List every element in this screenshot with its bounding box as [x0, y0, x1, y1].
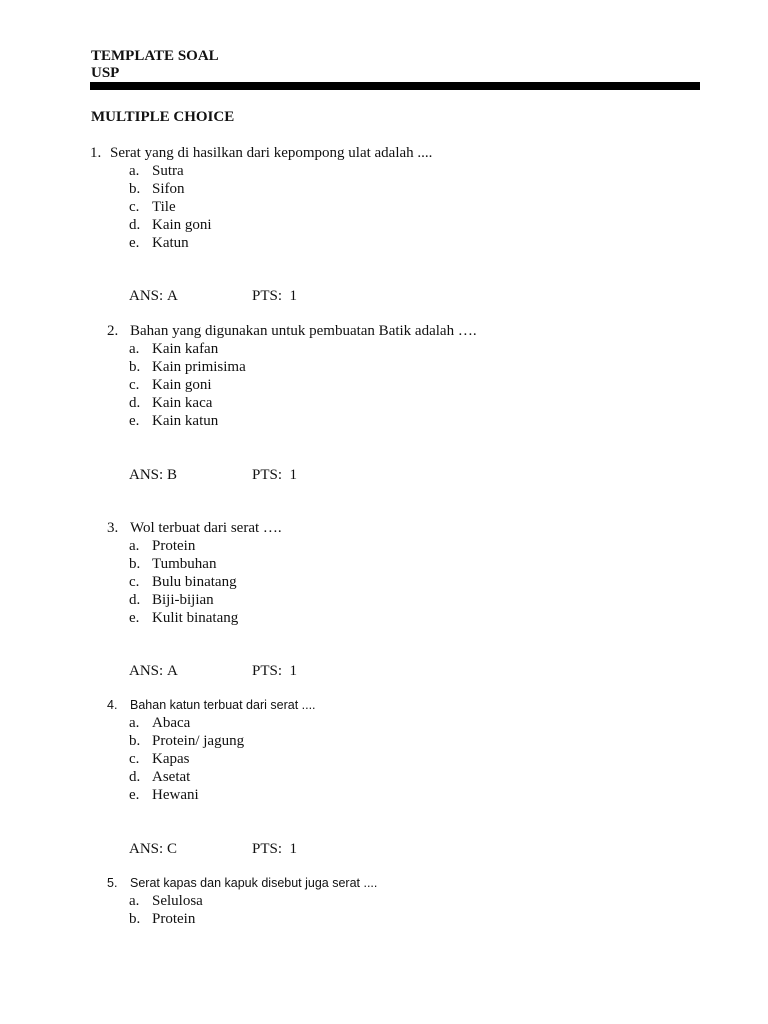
question-2-answer: [129, 466, 298, 484]
option-text: Kain primisima: [152, 359, 246, 375]
option-text: Sutra: [152, 163, 184, 179]
question-3: [107, 519, 282, 537]
question-number: 1.: [90, 145, 102, 161]
ans-label: ANS:: [129, 841, 164, 857]
header-divider: [90, 82, 700, 90]
question-4-options: [129, 714, 244, 804]
question-text: Serat kapas dan kapuk disebut juga serat ....: [130, 876, 378, 890]
option-text: Kain goni: [152, 377, 212, 393]
option-letter: b.: [129, 911, 141, 927]
option-letter: a.: [129, 538, 140, 554]
option-c: [129, 750, 244, 768]
option-text: Sifon: [152, 181, 185, 197]
question-4-answer: [129, 840, 298, 858]
option-letter: d.: [129, 769, 141, 785]
option-letter: c.: [129, 199, 140, 215]
option-letter: a.: [129, 715, 140, 731]
section-title: MULTIPLE CHOICE: [91, 109, 235, 125]
option-letter: a.: [129, 341, 140, 357]
option-e: [129, 609, 238, 627]
ans-value: B: [166, 467, 177, 483]
question-3-answer: [129, 662, 298, 680]
document-subtitle: USP: [91, 65, 120, 81]
option-text: Asetat: [152, 769, 191, 785]
option-letter: e.: [129, 413, 140, 429]
option-e: [129, 412, 246, 430]
option-text: Selulosa: [152, 893, 203, 909]
option-text: Biji-bijian: [152, 592, 214, 608]
option-text: Kapas: [152, 751, 190, 767]
option-letter: e.: [129, 787, 140, 803]
option-letter: b.: [129, 181, 141, 197]
option-letter: b.: [129, 359, 141, 375]
pts-value: 1: [289, 467, 298, 483]
question-4: [107, 696, 316, 714]
points: [252, 466, 297, 484]
question-number: 4.: [107, 698, 118, 712]
option-letter: b.: [129, 556, 141, 572]
option-d: [129, 768, 244, 786]
option-a: [129, 537, 238, 555]
pts-label: PTS:: [252, 663, 283, 679]
pts-value: 1: [289, 288, 298, 304]
points: [252, 287, 297, 305]
points: [252, 840, 297, 858]
option-text: Abaca: [152, 715, 191, 731]
option-c: [129, 376, 246, 394]
ans-label: ANS:: [129, 467, 164, 483]
option-letter: a.: [129, 893, 140, 909]
ans-label: ANS:: [129, 288, 164, 304]
question-2: [107, 322, 477, 340]
option-a: [129, 892, 203, 910]
option-b: [129, 358, 246, 376]
question-1-options: [129, 162, 212, 252]
option-letter: d.: [129, 217, 141, 233]
ans-value: C: [166, 841, 177, 857]
option-text: Bulu binatang: [152, 574, 237, 590]
option-letter: c.: [129, 751, 140, 767]
question-number: 2.: [107, 323, 119, 339]
option-text: Kain kaca: [152, 395, 213, 411]
option-text: Kulit binatang: [152, 610, 239, 626]
pts-label: PTS:: [252, 841, 283, 857]
option-e: [129, 786, 244, 804]
option-letter: b.: [129, 733, 141, 749]
question-5: [107, 874, 377, 892]
pts-label: PTS:: [252, 288, 283, 304]
option-letter: e.: [129, 235, 140, 251]
option-letter: e.: [129, 610, 140, 626]
question-text: Bahan katun terbuat dari serat ....: [130, 698, 316, 712]
pts-value: 1: [289, 841, 298, 857]
option-text: Protein: [152, 538, 196, 554]
option-b: [129, 910, 203, 928]
pts-value: 1: [289, 663, 298, 679]
option-text: Kain katun: [152, 413, 219, 429]
option-d: [129, 216, 212, 234]
option-letter: a.: [129, 163, 140, 179]
option-d: [129, 591, 238, 609]
option-letter: c.: [129, 574, 140, 590]
question-text: Bahan yang digunakan untuk pembuatan Batik adalah ….: [130, 323, 477, 339]
option-a: [129, 162, 212, 180]
option-a: [129, 340, 246, 358]
option-text: Tile: [152, 199, 176, 215]
option-c: [129, 198, 212, 216]
option-text: Kain kafan: [152, 341, 219, 357]
option-text: Katun: [152, 235, 189, 251]
question-1: [90, 144, 432, 162]
question-3-options: [129, 537, 238, 627]
option-text: Kain goni: [152, 217, 212, 233]
question-1-answer: [129, 287, 298, 305]
option-b: [129, 180, 212, 198]
points: [252, 662, 297, 680]
option-text: Protein: [152, 911, 196, 927]
question-text: Wol terbuat dari serat ….: [130, 520, 282, 536]
option-c: [129, 573, 238, 591]
option-b: [129, 732, 244, 750]
question-number: 3.: [107, 520, 119, 536]
question-2-options: [129, 340, 246, 430]
option-d: [129, 394, 246, 412]
option-e: [129, 234, 212, 252]
ans-value: A: [166, 663, 178, 679]
ans-value: A: [166, 288, 178, 304]
option-letter: d.: [129, 592, 141, 608]
option-letter: c.: [129, 377, 140, 393]
option-text: Hewani: [152, 787, 199, 803]
document-title: TEMPLATE SOAL: [91, 48, 219, 64]
question-5-options: [129, 892, 203, 928]
option-b: [129, 555, 238, 573]
ans-label: ANS:: [129, 663, 164, 679]
option-letter: d.: [129, 395, 141, 411]
option-text: Protein/ jagung: [152, 733, 245, 749]
option-a: [129, 714, 244, 732]
question-number: 5.: [107, 876, 118, 890]
option-text: Tumbuhan: [152, 556, 217, 572]
question-text: Serat yang di hasilkan dari kepompong ulat adalah ....: [110, 145, 433, 161]
pts-label: PTS:: [252, 467, 283, 483]
